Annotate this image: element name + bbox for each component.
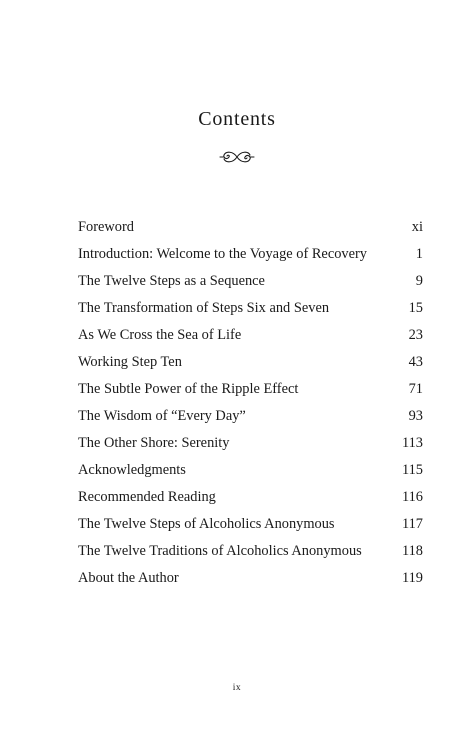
toc-entry[interactable] bbox=[78, 513, 423, 540]
toc-entry[interactable] bbox=[78, 324, 423, 351]
toc-entry-title: Acknowledgments bbox=[78, 462, 186, 478]
toc-entry-title: As We Cross the Sea of Life bbox=[78, 327, 242, 343]
toc-entry-title: The Twelve Steps as a Sequence bbox=[78, 273, 265, 289]
toc-entry-page: xi bbox=[411, 219, 423, 235]
table-of-contents bbox=[78, 216, 423, 594]
toc-entry-title: Foreword bbox=[78, 219, 134, 235]
toc-entry[interactable] bbox=[78, 270, 423, 297]
toc-entry-title: Working Step Ten bbox=[78, 354, 182, 370]
toc-entry-page: 1 bbox=[415, 246, 423, 262]
toc-entry-title: The Subtle Power of the Ripple Effect bbox=[78, 381, 299, 397]
toc-entry[interactable] bbox=[78, 486, 423, 513]
toc-entry-page: 23 bbox=[408, 327, 423, 343]
toc-entry-title: The Wisdom of “Every Day” bbox=[78, 408, 246, 424]
toc-entry[interactable] bbox=[78, 216, 423, 243]
toc-entry-page: 71 bbox=[408, 381, 423, 397]
toc-entry-page: 93 bbox=[408, 408, 423, 424]
toc-entry[interactable] bbox=[78, 567, 423, 594]
toc-entry-page: 119 bbox=[401, 570, 423, 586]
toc-entry-title: The Transformation of Steps Six and Seven bbox=[78, 300, 330, 316]
toc-entry[interactable] bbox=[78, 459, 423, 486]
toc-entry-title: Recommended Reading bbox=[78, 489, 216, 505]
toc-entry-page: 15 bbox=[408, 300, 423, 316]
toc-entry-page: 9 bbox=[415, 273, 423, 289]
toc-entry-page: 118 bbox=[401, 543, 423, 559]
toc-entry-page: 117 bbox=[401, 516, 423, 532]
toc-entry-title: The Twelve Traditions of Alcoholics Anonymous bbox=[78, 543, 362, 559]
toc-entry[interactable] bbox=[78, 405, 423, 432]
toc-entry-title: About the Author bbox=[78, 570, 179, 586]
toc-entry[interactable] bbox=[78, 378, 423, 405]
toc-entry-page: 115 bbox=[401, 462, 423, 478]
toc-entry[interactable] bbox=[78, 243, 423, 270]
toc-entry-page: 116 bbox=[401, 489, 423, 505]
toc-entry-page: 43 bbox=[408, 354, 423, 370]
page-title: Contents bbox=[198, 108, 276, 130]
flourish-icon bbox=[219, 149, 255, 165]
toc-entry-title: Introduction: Welcome to the Voyage of Recovery bbox=[78, 246, 367, 262]
toc-entry-title: The Twelve Steps of Alcoholics Anonymous bbox=[78, 516, 335, 532]
toc-entry[interactable] bbox=[78, 432, 423, 459]
toc-entry[interactable] bbox=[78, 540, 423, 567]
page-number: ix bbox=[232, 683, 242, 693]
toc-entry-title: The Other Shore: Serenity bbox=[78, 435, 230, 451]
toc-entry[interactable] bbox=[78, 351, 423, 378]
toc-entry[interactable] bbox=[78, 297, 423, 324]
toc-entry-page: 113 bbox=[401, 435, 423, 451]
